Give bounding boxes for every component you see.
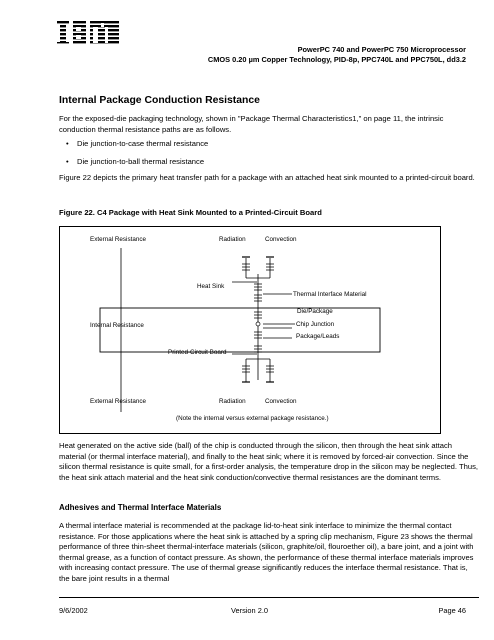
label-thermal-interface-material: Thermal Interface Material xyxy=(293,291,367,298)
label-radiation-bottom: Radiation xyxy=(219,398,246,405)
footer-divider xyxy=(59,597,479,598)
intro-paragraph: For the exposed-die packaging technology, shown in "Package Thermal Characteristics1," on page 11, the intrinsic conduction thermal resistance paths are as follows. xyxy=(59,114,444,134)
bullet-text: Die junction-to-ball thermal resistance xyxy=(77,157,205,166)
bullet-item: • Die junction-to-case thermal resistance xyxy=(66,139,209,148)
body-paragraph-tim: A thermal interface material is recommended at the package lid-to-heat sink interface to minimize the thermal contact resistance. For those applications where the heat sink is attached by a spring clip mechanism, Figure 23 shows the thermal performance of three thin-sheet thermal-interface materials (silicon, graphite/oil, flouroether oil), a bare joint, and a joint with thermal grease, as a function of contact pressure. As shown, the performance of these thermal interface materials improves with increasing contact pressure. The use of thermal grease significantly reduces the interface thermal resistance. That is, the bare joint results in a thermal xyxy=(59,521,474,583)
section-heading: Internal Package Conduction Resistance xyxy=(59,95,260,106)
label-radiation-top: Radiation xyxy=(219,236,246,243)
bullet-item: • Die junction-to-ball thermal resistance xyxy=(66,157,205,166)
label-convection-bottom: Convection xyxy=(265,398,297,405)
ibm-logo xyxy=(57,21,119,52)
label-package-leads: Package/Leads xyxy=(296,333,340,340)
body-paragraph-heat: Heat generated on the active side (ball) of the chip is conducted through the silicon, then through the heat sink attach material (or thermal interface material), and finally to the heat sink; where it is removed by forced-air convection. Since the silicon thermal resistance is quite small, for a first-order analysis, the temperature drop in the silicon may be neglected. Thus, the heat sink attach material and the heat sink conduction/convective thermal resistances are the dominant terms. xyxy=(59,441,478,482)
label-external-resistance-bottom: External Resistance xyxy=(90,398,146,405)
label-printed-circuit-board: Printed-Circuit Board xyxy=(168,349,227,356)
label-die-package: Die/Package xyxy=(297,308,333,315)
footer-date: 9/6/2002 xyxy=(59,606,88,615)
figure-reference-paragraph: Figure 22 depicts the primary heat transfer path for a package with an attached heat sink mounted to a printed-circuit board. xyxy=(59,173,475,182)
label-heat-sink: Heat Sink xyxy=(197,283,225,290)
figure-note: (Note the internal versus external package resistance.) xyxy=(176,415,329,422)
label-external-resistance-top: External Resistance xyxy=(90,236,146,243)
label-convection-top: Convection xyxy=(265,236,297,243)
label-chip-junction: Chip Junction xyxy=(296,321,335,328)
footer-version: Version 2.0 xyxy=(231,606,268,615)
footer-page-number: Page 46 xyxy=(438,606,466,615)
figure-title: Figure 22. C4 Package with Heat Sink Mounted to a Printed-Circuit Board xyxy=(59,208,322,217)
header-title-line1: PowerPC 740 and PowerPC 750 Microprocessor xyxy=(297,45,466,54)
label-internal-resistance: Internal Resistance xyxy=(90,322,144,329)
header-title-line2: CMOS 0.20 µm Copper Technology, PID-8p, PPC740L and PPC750L, dd3.2 xyxy=(207,55,466,64)
subheading-adhesives: Adhesives and Thermal Interface Materials xyxy=(59,503,222,512)
bullet-text: Die junction-to-case thermal resistance xyxy=(77,139,209,148)
